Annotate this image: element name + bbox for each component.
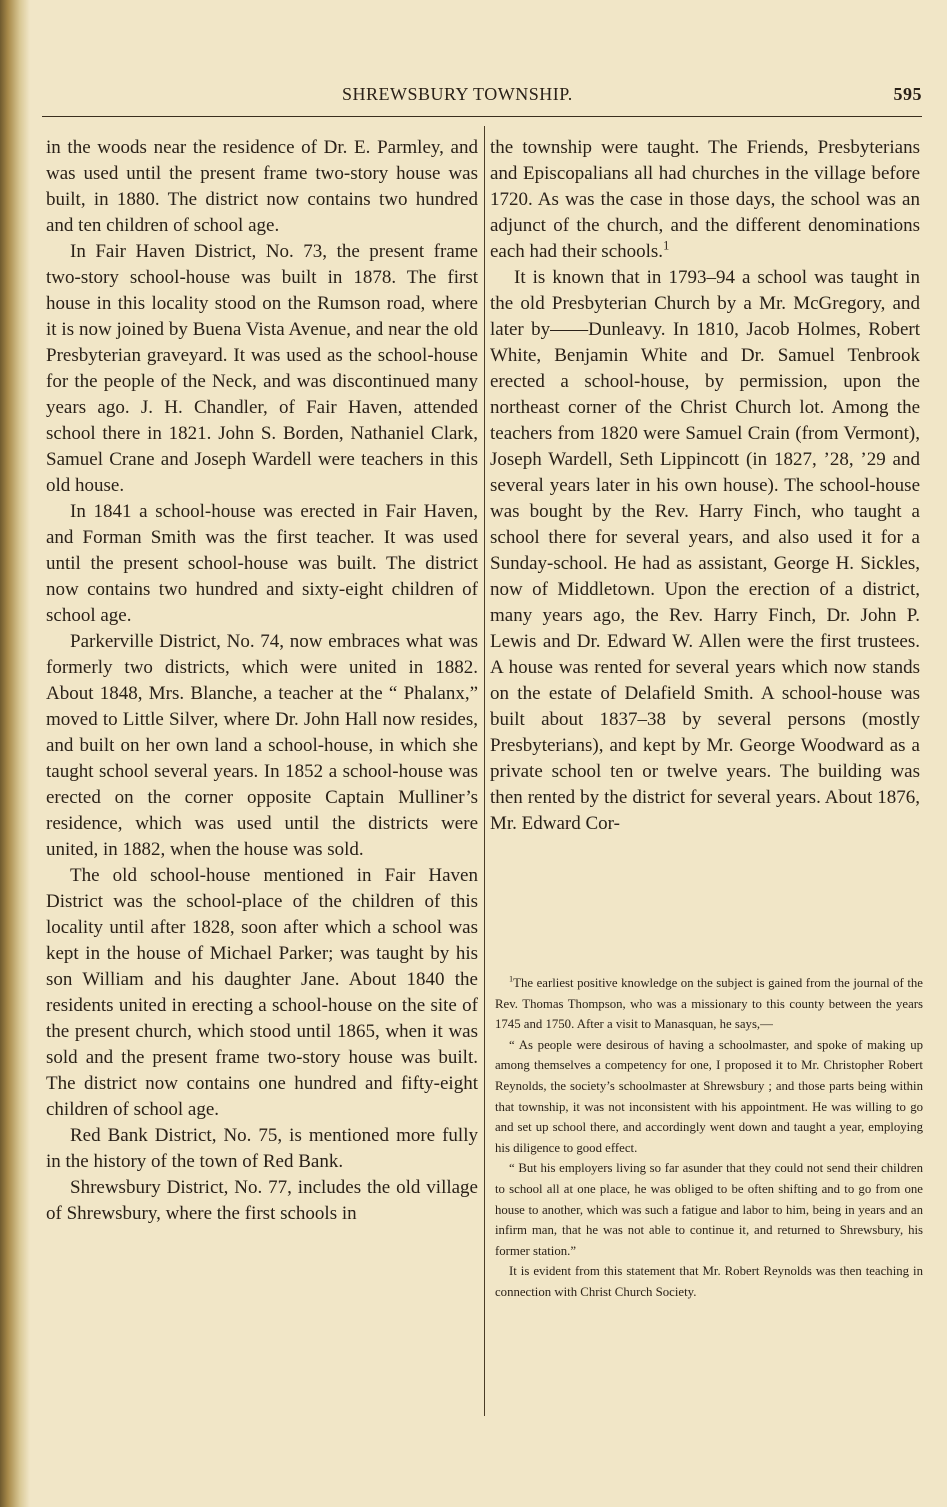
paragraph: The old school-house mentioned in Fair Haven District was the school-place of the children of this locality until after 1828, soon after which a school was kept in the house of Michael Parker; was taught by his son William and his daughter Jane. About 1840 the residents united in erecting a school-house on the site of the present church, which stood until 1865, when it was sold and the present frame two-story house was built. The district now contains one hundred and fifty-eight children of school age.	[46, 865, 478, 1120]
header-rule	[42, 116, 922, 117]
footnote-text: The earliest positive knowledge on the subject is gained from the journal of the Rev. Thomas Thompson, who was a missionary to this county between the years 1745 and 1750. After a visit to Manasquan, he says,—	[495, 976, 923, 1032]
footnote	[495, 973, 923, 1035]
footnotes	[495, 973, 923, 1303]
footnote-marker: 1	[509, 974, 514, 984]
right-column	[490, 135, 920, 837]
paragraph: Shrewsbury District, No. 77, includes the old village of Shrewsbury, where the first schools in	[46, 1177, 478, 1224]
footnote: It is evident from this statement that Mr. Robert Reynolds was then teaching in connection with Christ Church Society.	[495, 1264, 923, 1299]
page-binding-edge	[0, 0, 30, 1507]
running-header	[42, 84, 922, 114]
footnote: “ But his employers living so far asunder that they could not send their children to school all at one place, he was obliged to be often shifting and to go from one house to another, which was such a fatigue and labor to him, being in years and an infirm man, that he was not able to continue it, and returned to Shrewsbury, his former station.”	[495, 1161, 923, 1258]
column-divider	[484, 126, 485, 1416]
footnote-reference: 1	[663, 238, 670, 253]
paragraph: In Fair Haven District, No. 73, the present frame two-story school-house was built in 1878. The first house in this locality stood on the Rumson road, where it is now joined by Buena Vista Avenue, and near the old Presbyterian graveyard. It was used as the school-house for the people of the Neck, and was discontinued many years ago. J. H. Chandler, of Fair Haven, attended school there in 1821. John S. Borden, Nathaniel Clark, Samuel Crane and Joseph Wardell were teachers in this old house.	[46, 241, 478, 496]
running-title: SHREWSBURY TOWNSHIP.	[342, 84, 573, 104]
paragraph: In 1841 a school-house was erected in Fair Haven, and Forman Smith was the first teacher. It was used until the present school-house was built. The district now contains two hundred and sixty-eight children of school age.	[46, 501, 478, 626]
paragraph: Parkerville District, No. 74, now embraces what was formerly two districts, which were united in 1882. About 1848, Mrs. Blanche, a teacher at the “ Phalanx,” moved to Little Silver, where Dr. John Hall now resides, and built on her own land a school-house, in which she taught school several years. In 1852 a school-house was erected on the corner opposite Captain Mulliner’s residence, which was used until the districts were united, in 1882, when the house was sold.	[46, 631, 478, 860]
left-column	[46, 135, 478, 1227]
paragraph: It is known that in 1793–94 a school was taught in the old Presbyterian Church by a Mr. McGregory, and later by——Dunleavy. In 1810, Jacob Holmes, Robert White, Benjamin White and Dr. Samuel Tenbrook erected a school-house, by permission, upon the northeast corner of the Christ Church lot. Among the teachers from 1820 were Samuel Crain (from Vermont), Joseph Wardell, Seth Lippincott (in 1827, ’28, ’29 and several years later in his own house). The school-house was bought by the Rev. Harry Finch, who taught a school there for several years, and also used it for a Sunday-school. He had as assistant, George H. Sickles, now of Middletown. Upon the erection of a district, many years ago, the Rev. Harry Finch, Dr. John P. Lewis and Dr. Edward W. Allen were the first trustees. A house was rented for several years which now stands on the estate of Delafield Smith. A school-house was built about 1837–38 by several persons (mostly Presbyterians), and kept by Mr. George Woodward as a private school ten or twelve years. The building was then rented by the district for several years. About 1876, Mr. Edward Cor-	[490, 267, 920, 834]
page-number: 595	[893, 84, 922, 104]
paragraph	[490, 135, 920, 265]
paragraph-text: the township were taught. The Friends, Presbyterians and Episcopalians all had churches in the village before 1720. As was the case in those days, the school was an adjunct of the church, and the different denominations each had their schools.	[490, 137, 920, 262]
paragraph: Red Bank District, No. 75, is mentioned more fully in the history of the town of Red Bank.	[46, 1125, 478, 1172]
paragraph: in the woods near the residence of Dr. E. Parmley, and was used until the present frame two-story house was built, in 1880. The district now contains two hundred and ten children of school age.	[46, 137, 478, 236]
footnote: “ As people were desirous of having a schoolmaster, and spoke of making up among themselves a competency for one, I proposed it to Mr. Christopher Robert Reynolds, the society’s schoolmaster at Shrewsbury ; and those parts being within that township, it was not inconsistent with his appointment. He was willing to go and set up school there, and accordingly went down and taught a year, employing his diligence to good effect.	[495, 1037, 923, 1155]
